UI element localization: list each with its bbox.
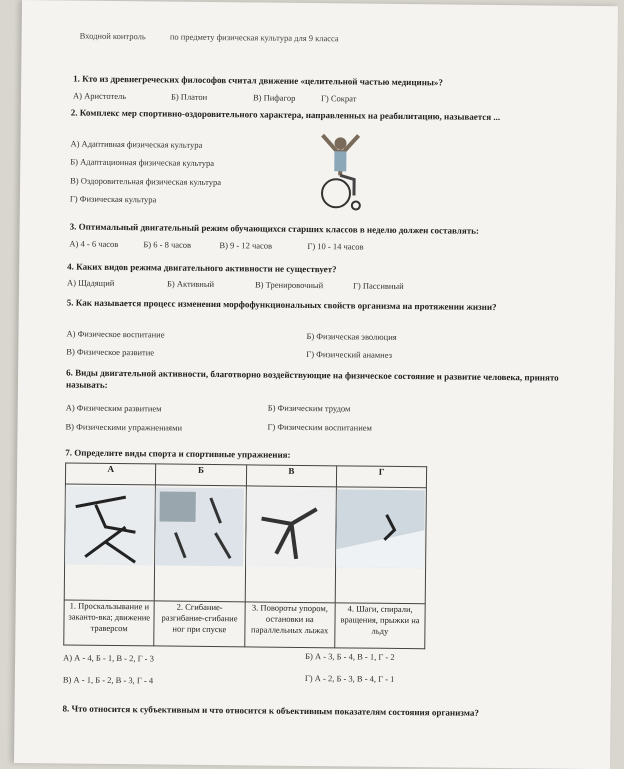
- question-4: 4. Каких видов режима двигательного активности не существует?: [67, 261, 337, 275]
- sports-matching-table: [63, 462, 427, 649]
- photo-cell: [155, 485, 246, 602]
- q6-answer-c: В) Физическими упражнениями: [65, 421, 183, 433]
- q4-answer-a: А) Щадящий: [66, 277, 115, 288]
- sheet-header: [80, 31, 339, 44]
- wheelchair-athlete-illustration: [310, 125, 371, 216]
- question-5: 5. Как называется процесс изменения морфофункциональных свойств организма на протяжении жизни?: [66, 297, 497, 312]
- column-header: А: [65, 463, 156, 485]
- q5-answer-d: Г) Физический анамнез: [306, 348, 393, 360]
- q2-answer-b: Б) Адаптационная физическая культура: [70, 156, 215, 169]
- q6-answer-a: А) Физическим развитием: [65, 402, 162, 414]
- q3-answer-b: Б) 6 - 8 часов: [143, 239, 192, 250]
- column-header: Б: [156, 464, 246, 486]
- q4-answer-b: Б) Активный: [166, 278, 215, 290]
- q7-answer-c: В) А - 1, Б - 2, В - 3, Г - 4: [62, 674, 154, 686]
- caption-1: 1. Проскальзывание и заканто-вка; движение траверсом: [64, 600, 155, 646]
- q7-answer-b: Б) А - 3, Б - 4, В - 1, Г - 2: [305, 651, 395, 662]
- caption-2: 2. Сгибание-разгибание-сгибание ног при спуске: [154, 601, 245, 647]
- q6-answer-d: Г) Физическим воспитанием: [267, 421, 372, 433]
- q7-answer-a: А) А - 4, Б - 1, В - 2, Г - 3: [63, 652, 154, 664]
- q3-answer-d: Г) 10 - 14 часов: [307, 241, 364, 252]
- photo-cell: [245, 486, 337, 603]
- q6-answer-b: Б) Физическим трудом: [267, 402, 351, 414]
- q3-answer-a: А) 4 - 6 часов: [69, 238, 119, 250]
- question-6: 6. Виды двигательной активности, благотворно воздействующие на физическое состояние и развитие человека, принято называть:: [65, 367, 559, 390]
- question-7: 7. Определите виды спорта и спортивные упражнения:: [65, 447, 291, 460]
- question-8: 8. Что относится к субъективным и что относится к объективным показателям состояния организма?: [62, 703, 479, 718]
- q1-answer-d: Г) Сократ: [320, 93, 357, 104]
- q2-answer-d: Г) Физическая культура: [69, 193, 157, 205]
- q7-answer-d: Г) А - 2, Б - 3, В - 4, Г - 1: [304, 673, 395, 684]
- q3-answer-c: В) 9 - 12 часов: [219, 240, 273, 251]
- column-header: В: [246, 465, 337, 487]
- q4-answer-d: Г) Пассивный: [352, 280, 404, 292]
- q1-answer-c: В) Пифагор: [252, 92, 296, 103]
- caption-4: 4. Шаги, спирали, вращения, прыжки на льду: [335, 603, 425, 649]
- q2-answer-c: В) Оздоровительная физическая культура: [70, 175, 222, 188]
- freestyle-ski-photo: [156, 487, 245, 566]
- photo-cell: [64, 484, 156, 601]
- test-sheet: [14, 0, 618, 769]
- question-2: 2. Комплекс мер спортивно-оздоровительного характера, направленных на реабилитацию, называется ...: [70, 107, 501, 123]
- header-right: по предмету физическая культура для 9 класса: [169, 31, 339, 44]
- q1-answer-a: А) Аристотель: [72, 90, 127, 102]
- q5-answer-c: В) Физическое развитие: [66, 346, 155, 358]
- q1-answer-b: Б) Платон: [170, 91, 208, 102]
- caption-3: 3. Повороты упором, остановки на параллельных лыжах: [244, 602, 335, 648]
- q5-answer-a: А) Физическое воспитание: [66, 328, 165, 340]
- question-3: 3. Оптимальный двигательный режим обучающихся старших классов в неделю должен составлять:: [69, 221, 479, 236]
- column-header: Г: [336, 466, 426, 488]
- figure-skating-photo: [246, 488, 335, 567]
- q2-answer-a: А) Адаптивная физическая культура: [70, 138, 203, 150]
- q5-answer-b: Б) Физическая эволюция: [306, 330, 397, 342]
- question-1: 1. Кто из древнегреческих философов считал движение «целительной частью медицины»?: [73, 73, 444, 88]
- ski-jump-photo: [65, 486, 154, 565]
- q4-answer-c: В) Тренировочный: [254, 279, 324, 291]
- downhill-ski-photo: [336, 489, 425, 568]
- header-left: Входной контроль: [79, 30, 146, 42]
- photo-cell: [335, 487, 426, 604]
